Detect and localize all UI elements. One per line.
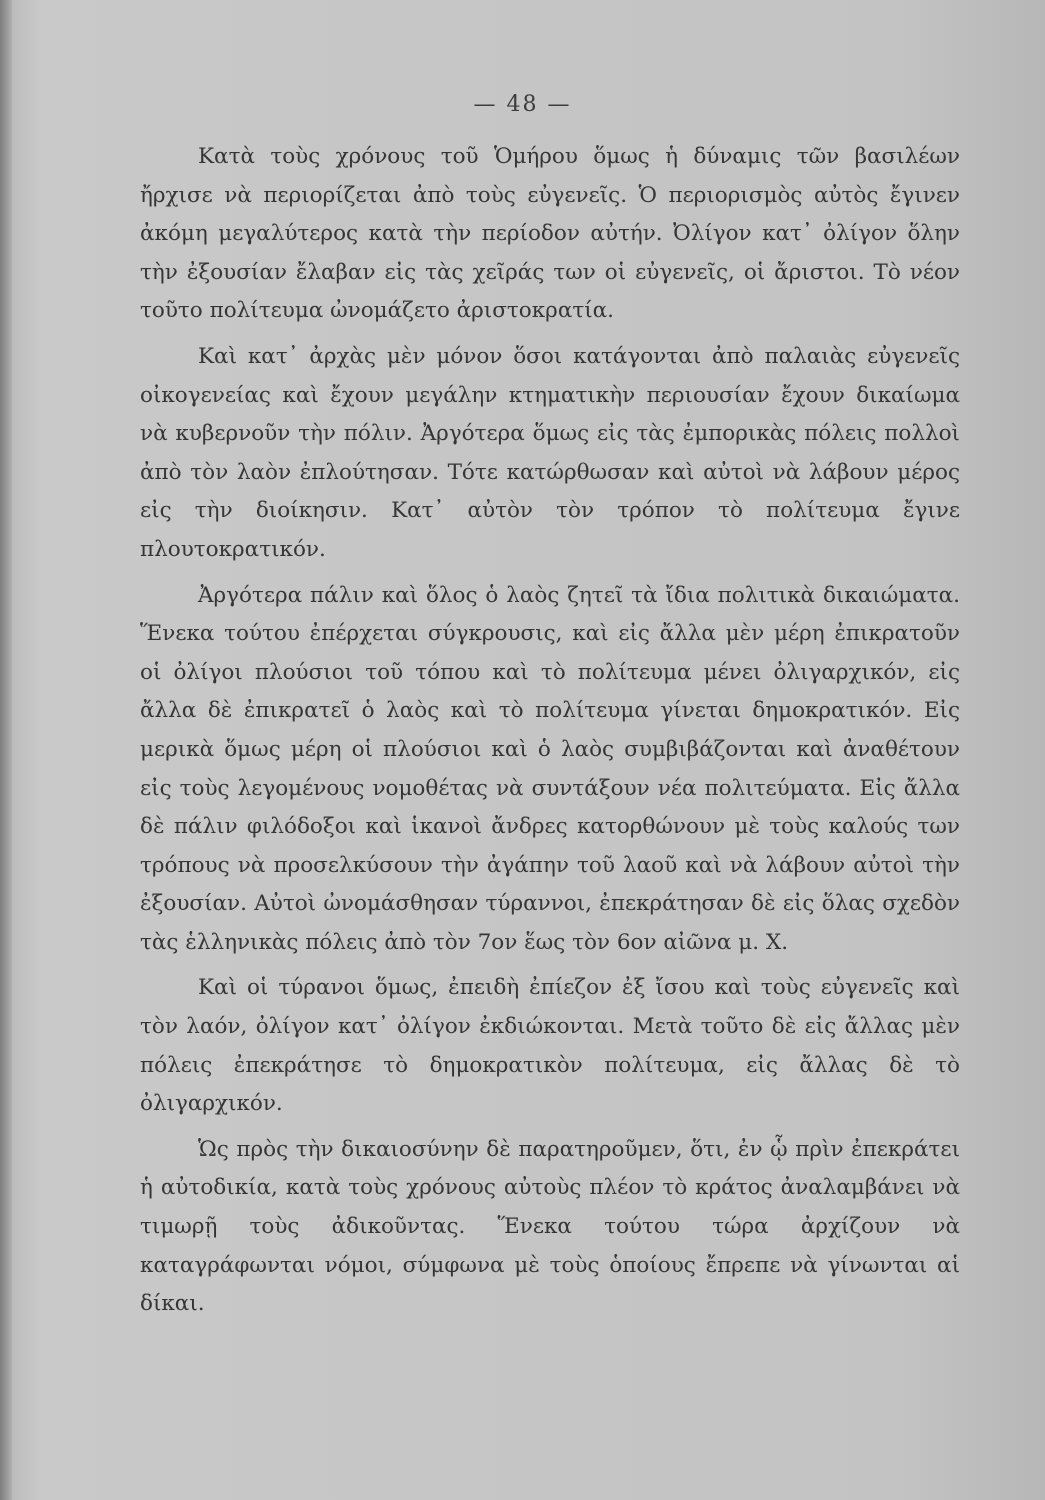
- binding-shadow: [0, 0, 12, 1500]
- paragraph-5: Ὡς πρὸς τὴν δικαιοσύνην δὲ παρατηροῦμεν, ὅτι, ἐν ᾧ πρὶν ἐπεκράτει ἡ αὐτοδικία, κατὰ τοὺς χρόνους αὐτοὺς πλέον τὸ κράτος ἀναλαμβάνει νὰ τιμωρῇ τοὺς ἀδικοῦντας. Ἕνεκα τούτου τώρα ἀρχίζουν νὰ καταγράφωνται νόμοι, σύμφωνα μὲ τοὺς ὁποίους ἔπρεπε νὰ γίνωνται αἱ δίκαι.: [140, 1136, 960, 1317]
- paragraph-4: Καὶ οἱ τύρανοι ὅμως, ἐπειδὴ ἐπίεζον ἐξ ἴσου καὶ τοὺς εὐγενεῖς καὶ τὸν λαόν, ὀλίγον κατ᾿ ὀλίγον ἐκδιώκονται. Μετὰ τοῦτο δὲ εἰς ἄλλας μὲν πόλεις ἐπεκράτησε τὸ δημοκρατικὸν πολίτευμα, εἰς ἄλλας δὲ τὸ ὀλιγαρχικόν.: [140, 975, 960, 1117]
- body-text: [140, 138, 960, 1324]
- paragraph-2: Καὶ κατ᾿ ἀρχὰς μὲν μόνον ὅσοι κατάγονται ἀπὸ παλαιὰς εὐγενεῖς οἰκογενείας καὶ ἔχουν μεγάλην κτηματικὴν περιουσίαν ἔχουν δικαίωμα νὰ κυβερνοῦν τὴν πόλιν. Ἀργότερα ὅμως εἰς τὰς ἐμπορικὰς πόλεις πολλοὶ ἀπὸ τὸν λαὸν ἐπλούτησαν. Τότε κατώρθωσαν καὶ αὐτοὶ νὰ λάβουν μέρος εἰς τὴν διοίκησιν. Κατ᾿ αὐτὸν τὸν τρόπον τὸ πολίτευμα ἔγινε πλουτοκρατικόν.: [140, 343, 960, 562]
- page-number: — 48 —: [473, 92, 572, 117]
- paragraph-3: Ἀργότερα πάλιν καὶ ὅλος ὁ λαὸς ζητεῖ τὰ ἴδια πολιτικὰ δικαιώματα. Ἕνεκα τούτου ἐπέρχεται σύγκρουσις, καὶ εἰς ἄλλα μὲν μέρη ἐπικρατοῦν οἱ ὀλίγοι πλούσιοι τοῦ τόπου καὶ τὸ πολίτευμα μένει ὀλιγαρχικόν, εἰς ἄλλα δὲ ἐπικρατεῖ ὁ λαὸς καὶ τὸ πολίτευμα γίνεται δημοκρατικόν. Εἰς μερικὰ ὅμως μέρη οἱ πλούσιοι καὶ ὁ λαὸς συμβιβάζονται καὶ ἀναθέτουν εἰς τοὺς λεγομένους νομοθέτας νὰ συντάξουν νέα πολιτεύματα. Εἰς ἄλλα δὲ πάλιν φιλόδοξοι καὶ ἱκανοὶ ἄνδρες κατορθώνουν μὲ τοὺς καλούς των τρόπους νὰ προσελκύσουν τὴν ἀγάπην τοῦ λαοῦ καὶ νὰ λάβουν αὐτοὶ τὴν ἐξουσίαν. Αὐτοὶ ὠνομάσθησαν τύραννοι, ἐπεκράτησαν δὲ εἰς ὅλας σχεδὸν τὰς ἑλληνικὰς πόλεις ἀπὸ τὸν 7ον ἕως τὸν 6ον αἰῶνα μ. Χ.: [140, 582, 960, 955]
- paragraph-1: Κατὰ τοὺς χρόνους τοῦ Ὁμήρου ὅμως ἡ δύναμις τῶν βασιλέων ἤρχισε νὰ περιορίζεται ἀπὸ τοὺς εὐγενεῖς. Ὁ περιορισμὸς αὐτὸς ἔγινεν ἀκόμη μεγαλύτερος κατὰ τὴν περίοδον αὐτήν. Ὀλίγον κατ᾿ ὀλίγον ὅλην τὴν ἐξουσίαν ἔλαβαν εἰς τὰς χεῖράς των οἱ εὐγενεῖς, οἱ ἄριστοι. Τὸ νέον τοῦτο πολίτευμα ὠνομάζετο ἀριστοκρατία.: [140, 144, 960, 324]
